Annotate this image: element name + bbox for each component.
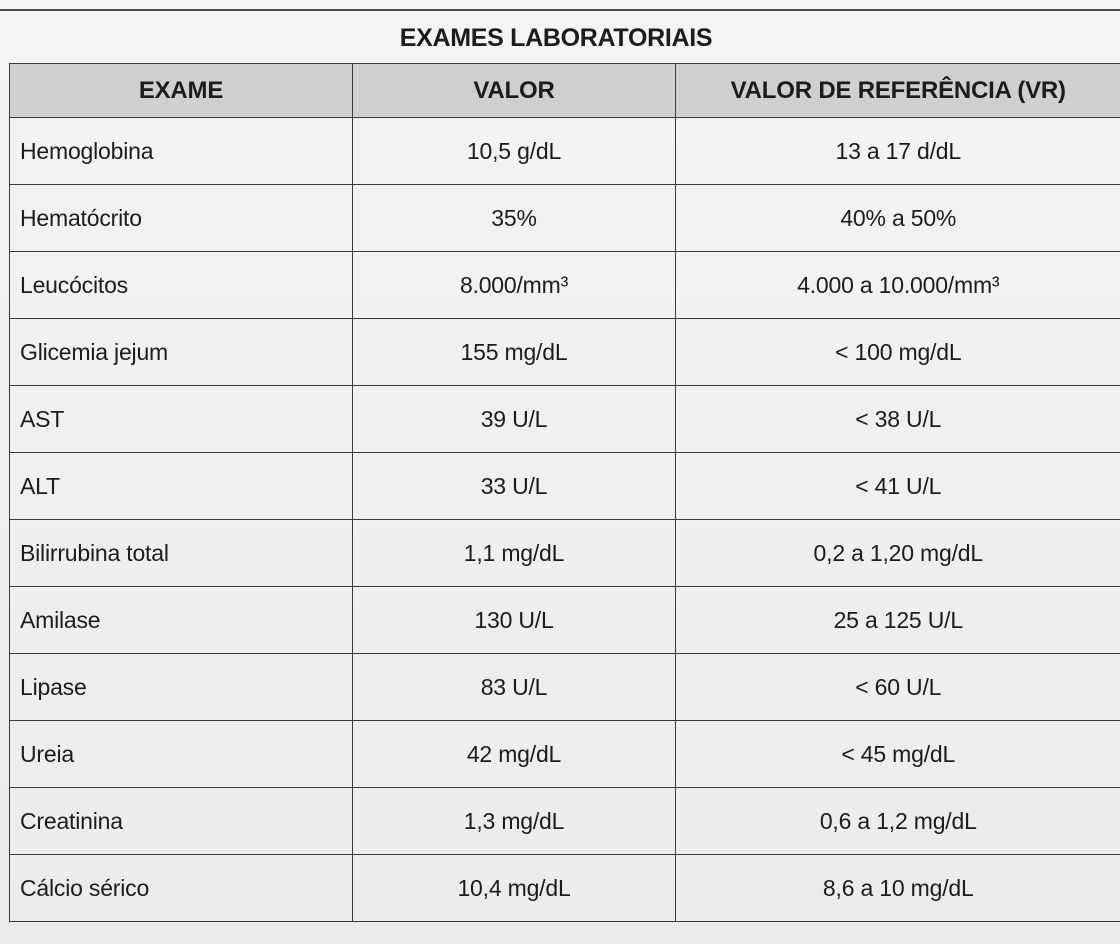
exam-name: Hematócrito	[10, 185, 353, 252]
exam-name: Cálcio sérico	[10, 855, 353, 922]
exam-value: 10,4 mg/dL	[353, 855, 676, 922]
exam-reference: < 100 mg/dL	[676, 319, 1120, 386]
exam-value: 8.000/mm³	[353, 252, 676, 319]
table-row	[10, 721, 1120, 788]
exam-value: 35%	[353, 185, 676, 252]
table-row	[10, 788, 1120, 855]
exam-name: Ureia	[10, 721, 353, 788]
table-row	[10, 520, 1120, 587]
exam-value: 1,1 mg/dL	[353, 520, 676, 587]
column-header-exam: EXAME	[10, 64, 353, 118]
table-title: EXAMES LABORATORIAIS	[399, 24, 713, 52]
table-row	[10, 587, 1120, 654]
column-header-value: VALOR	[353, 64, 676, 118]
exam-name: Amilase	[10, 587, 353, 654]
exam-reference: 13 a 17 d/dL	[676, 118, 1120, 185]
exam-value: 130 U/L	[353, 587, 676, 654]
exam-value: 83 U/L	[353, 654, 676, 721]
exam-value: 155 mg/dL	[353, 319, 676, 386]
table-row	[10, 185, 1120, 252]
table-row	[10, 453, 1120, 520]
top-rule	[0, 9, 1120, 11]
exam-name: Bilirrubina total	[10, 520, 353, 587]
exam-reference: < 41 U/L	[676, 453, 1120, 520]
exam-reference: 4.000 a 10.000/mm³	[676, 252, 1120, 319]
lab-results-table	[9, 63, 1120, 922]
exam-value: 39 U/L	[353, 386, 676, 453]
table-header-row	[10, 64, 1120, 118]
exam-name: AST	[10, 386, 353, 453]
exam-value: 33 U/L	[353, 453, 676, 520]
exam-name: Hemoglobina	[10, 118, 353, 185]
exam-value: 10,5 g/dL	[353, 118, 676, 185]
table-row	[10, 252, 1120, 319]
table-row	[10, 855, 1120, 922]
table-row	[10, 386, 1120, 453]
exam-name: Creatinina	[10, 788, 353, 855]
exam-reference: < 38 U/L	[676, 386, 1120, 453]
exam-reference: 25 a 125 U/L	[676, 587, 1120, 654]
column-header-reference: VALOR DE REFERÊNCIA (VR)	[676, 64, 1120, 118]
exam-name: Lipase	[10, 654, 353, 721]
exam-reference: 0,2 a 1,20 mg/dL	[676, 520, 1120, 587]
table-row	[10, 654, 1120, 721]
exam-name: Leucócitos	[10, 252, 353, 319]
exam-name: ALT	[10, 453, 353, 520]
exam-name: Glicemia jejum	[10, 319, 353, 386]
exam-reference: 8,6 a 10 mg/dL	[676, 855, 1120, 922]
exam-reference: 0,6 a 1,2 mg/dL	[676, 788, 1120, 855]
exam-reference: < 45 mg/dL	[676, 721, 1120, 788]
exam-reference: 40% a 50%	[676, 185, 1120, 252]
exam-reference: < 60 U/L	[676, 654, 1120, 721]
table-row	[10, 118, 1120, 185]
exam-value: 42 mg/dL	[353, 721, 676, 788]
exam-value: 1,3 mg/dL	[353, 788, 676, 855]
table-row	[10, 319, 1120, 386]
